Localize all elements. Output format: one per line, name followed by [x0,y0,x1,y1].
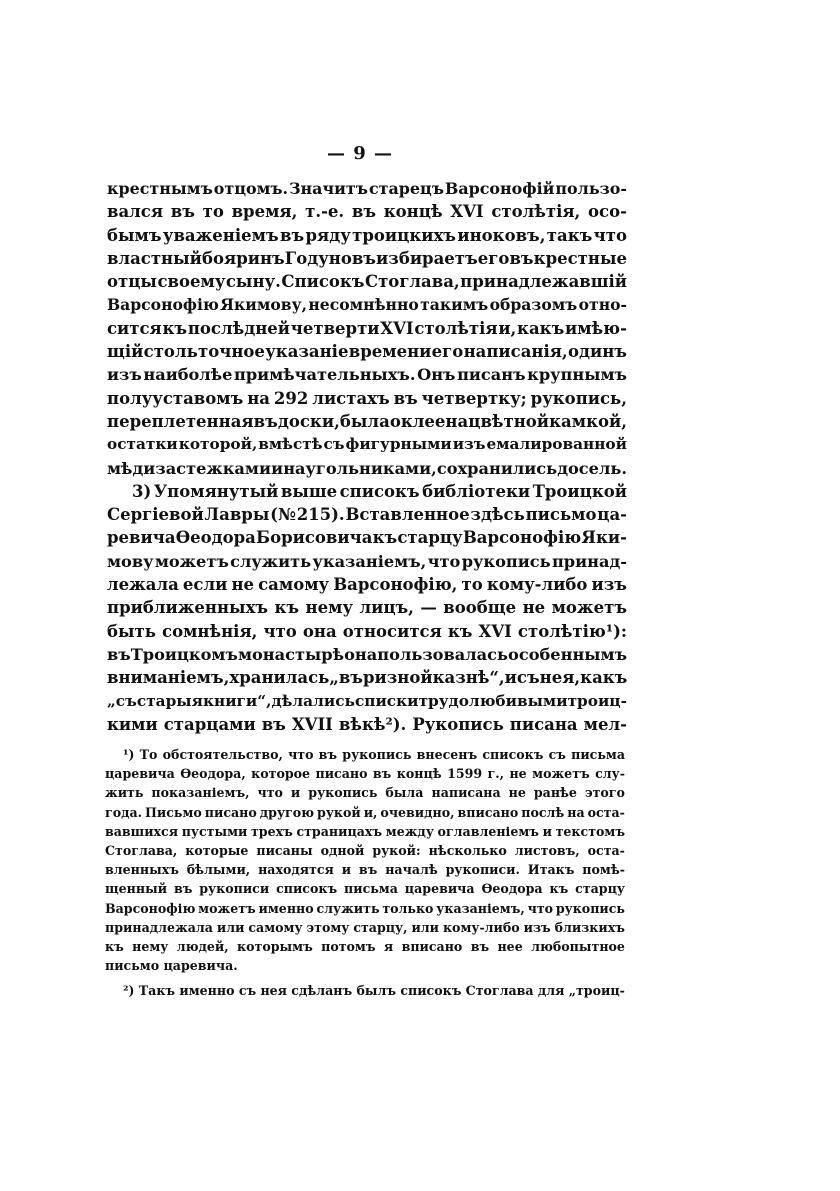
text-line: кими старцами въ XVII вѣкѣ²). Рукопись писана мел- [107,714,627,734]
footnotes [105,745,625,1000]
text-line: сится къ послѣдней четверти XVI столѣтія и, какъ имѣю- [107,318,627,338]
text-line: „съ старыя книги“, дѣлались списки трудолюбивыми троиц- [107,691,627,710]
page-number: — 9 — [326,143,394,164]
footnote-line: Варсонофію можетъ именно служить только указаніемъ, что рукопись [105,900,625,916]
main-text [107,177,627,736]
footnote-line: письмо царевича. [105,958,238,974]
text-line: крестнымъ отцомъ. Значитъ старецъ Варсонофій пользо- [107,179,627,198]
footnote-line: принадлежала или самому этому старцу, или кому-либо изъ близкихъ [105,919,625,935]
footnote-line: къ нему людей, которымъ потомъ я вписано въ нее любопытное [105,938,625,954]
text-line: переплетенная въ доски, была оклеена цвѣтной камкой, [107,411,627,431]
footnote-line: вленныхъ бѣлыми, находятся и въ началѣ рукописи. Итакъ помѣ- [105,862,625,878]
text-line: полууставомъ на 292 листахъ въ четвертку; рукопись, [107,388,627,408]
text-line: приближенныхъ къ нему лицъ, — вообще не можетъ [107,598,627,618]
text-line: остатки которой, вмѣстѣ съ фигурными изъ емалированной [107,435,627,454]
footnote-line: жить показаніемъ, что и рукопись была написана не ранѣе этого [105,785,625,801]
text-line: бымъ уваженіемъ въ ряду троицкихъ иноковъ, такъ что [107,225,627,245]
text-line: Варсонофію Якимову, несомнѣнно такимъ образомъ отно- [107,295,627,315]
text-line: лежала если не самому Варсонофію, то кому-либо изъ [107,575,627,595]
text-line: щій столь точное указаніе времени его написанія, одинъ [107,342,627,362]
text-line: въ Троицкомъ монастырѣ она пользовалась особеннымъ [107,644,627,664]
text-line: мову можетъ служить указаніемъ, что рукопись принад- [107,551,627,571]
footnote-line: года. Письмо писано другою рукой и, очевидно, вписано послѣ на оста- [105,804,625,820]
text-line: отцы своему сыну. Списокъ Стоглава, принадлежавшій [107,272,627,292]
paragraph-start-line: 3) Упомянутый выше списокъ библіотеки Троицкой [132,481,627,501]
footnote-line: царевича Ѳеодора, которое писано въ концѣ 1599 г., не можетъ слу- [105,766,625,782]
text-line: Сергіевой Лавры (№ 215). Вставленное здѣсь письмо ца- [107,505,627,525]
text-line: вался въ то время, т.-е. въ концѣ XVI столѣтія, осо- [107,202,627,222]
footnote-line: вавшихся пустыми трехъ страницахъ между оглавленіемъ и текстомъ [105,823,625,839]
text-line: быть сомнѣнія, что она относится къ XVI столѣтію¹): [107,621,627,641]
text-line: мѣди застежками и наугольниками, сохранились досель. [107,458,627,478]
text-line: властный бояринъ Годуновъ избираетъ его въ крестные [107,248,627,268]
text-line: изъ наиболѣе примѣчательныхъ. Онъ писанъ крупнымъ [107,365,627,385]
text-line: вниманіемъ, хранилась „въ ризной казнѣ“, и съ нея, какъ [107,668,628,688]
footnote-line: щенный въ рукописи списокъ письма царевича Ѳеодора къ старцу [105,881,625,897]
footnote-2-start: ²) Такъ именно съ нея сдѣланъ былъ списокъ Стоглава для „троиц- [123,983,625,999]
footnote-1-start: ¹) То обстоятельство, что въ рукопись внесенъ списокъ съ письма [123,747,625,762]
footnote-line: Стоглава, которые писаны одной рукой: нѣсколько листовъ, оста- [105,842,625,858]
text-line: ревича Ѳеодора Борисовича къ старцу Варсонофію Яки- [107,528,627,548]
